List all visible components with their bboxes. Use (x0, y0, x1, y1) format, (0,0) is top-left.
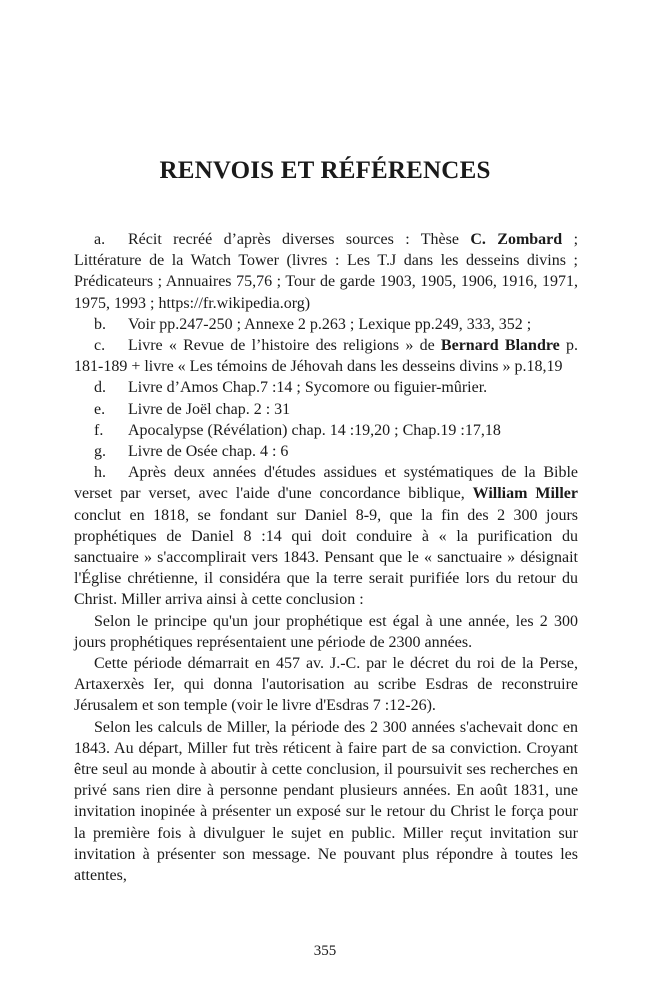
reference-text: conclut en 1818, se fondant sur Daniel 8-9, que la fin des 2 300 jours prophétiques de Daniel 8 :14 qui doit conduire à « la purification du sanctuaire » s'accomplirait vers 1843. Pensant que le « sanctuaire » désignait l'Église chrétienne, il considéra que la terre serait purifiée lors du retour du Christ. Miller arriva ainsi à cette conclusion : (74, 506, 578, 609)
reference-text: Apocalypse (Révélation) chap. 14 :19,20 ; Chap.19 :17,18 (128, 421, 501, 439)
reference-text: Livre « Revue de l’histoire des religions » de (128, 337, 441, 355)
reference-label: b. (94, 315, 106, 333)
reference-text: ; Littérature de la Watch Tower (livres : Les T.J dans les desseins divins ; Prédicateurs ; Annuaires 75,76 ; Tour de garde 1903, 1905, 1906, 1916, 1971, 1975, 1993 ; https://fr.wikipedia.org) (74, 231, 579, 312)
reference-label: g. (94, 443, 106, 461)
page-title: RENVOIS ET RÉFÉRENCES (159, 156, 491, 184)
reference-label: f. (94, 421, 104, 439)
reference-h (74, 462, 578, 610)
body-paragraph: Selon les calculs de Miller, la période des 2 300 années s'achevait donc en 1843. Au départ, Miller fut très réticent à faire part de sa conviction. Croyant être seul au monde à aboutir à cette conclusion, il poursuivit ses recherches en privé sans rien dire à personne pendant plusieurs années. En août 1831, une invitation inopinée à présenter un exposé sur le retour du Christ le força pour la première fois à divulguer le sujet en public. Miller reçut invitation sur invitation à présenter son message. Ne pouvant plus répondre à toutes les attentes, (74, 718, 578, 885)
reference-label: c. (94, 337, 106, 355)
reference-e (74, 399, 578, 420)
reference-c (74, 335, 578, 377)
author-name: Bernard Blandre (440, 337, 560, 355)
reference-text: Voir pp.247-250 ; Annexe 2 p.263 ; Lexique pp.249, 333, 352 ; (128, 315, 532, 333)
body-paragraph: Cette période démarrait en 457 av. J.-C. par le décret du roi de la Perse, Artaxerxès Ier, qui donna l'autorisation au scribe Esdras de reconstruire Jérusalem et son temple (voir le livre d'Esdras 7 :12-26). (74, 655, 578, 715)
author-name: C. Zombard (470, 231, 563, 248)
reference-text: p. 181-189 + livre « Les témoins de Jéhovah dans les desseins divins » p.18,19 (74, 337, 578, 376)
reference-f (74, 420, 578, 441)
reference-b (74, 314, 578, 335)
reference-label: e. (94, 400, 106, 418)
reference-text: Livre de Joël chap. 2 : 31 (128, 400, 291, 418)
reference-label: a. (94, 231, 106, 248)
page-number: 355 (313, 943, 337, 959)
reference-text: Après deux années d'études assidues et systématiques de la Bible verset par verset, avec l'aide d'une concordance biblique, (74, 464, 578, 503)
person-name: William Miller (472, 485, 578, 503)
reference-text: Récit recréé d’après diverses sources : Thèse (128, 231, 471, 248)
reference-label: d. (94, 379, 106, 397)
reference-g (74, 441, 578, 462)
reference-text: Livre d’Amos Chap.7 :14 ; Sycomore ou figuier-mûrier. (128, 379, 488, 397)
reference-d (74, 377, 578, 398)
reference-a (74, 229, 578, 314)
reference-text: Livre de Osée chap. 4 : 6 (128, 443, 289, 461)
reference-label: h. (94, 464, 106, 482)
references-text (74, 229, 578, 886)
body-paragraph: Selon le principe qu'un jour prophétique est égal à une année, les 2 300 jours prophétiques représentaient une période de 2300 années. (74, 612, 578, 651)
